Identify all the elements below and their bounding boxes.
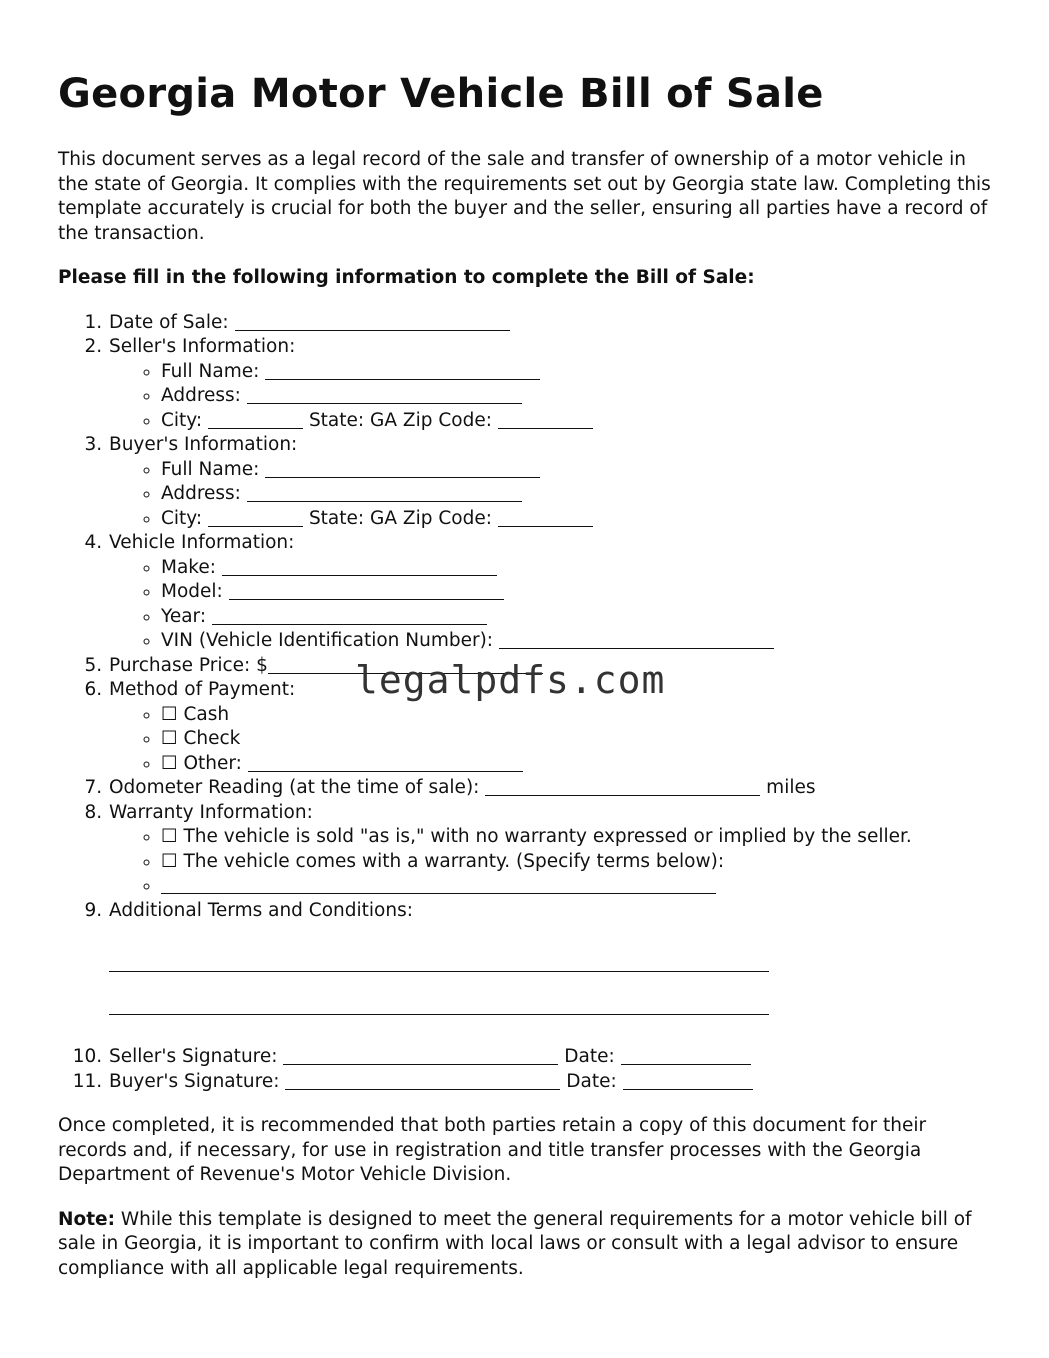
buyer-info-label: Buyer's Information: [109, 434, 298, 455]
list-item [108, 531, 998, 654]
payment-options [109, 703, 998, 777]
list-item [161, 360, 998, 385]
as-is-checkbox[interactable]: ☐ [161, 826, 178, 847]
list-item [161, 507, 998, 532]
other-payment-field[interactable] [248, 753, 523, 772]
vehicle-model-field[interactable] [229, 581, 504, 600]
list-item [108, 335, 998, 433]
option-label: Other: [183, 752, 242, 774]
date-label: Date: [566, 1070, 617, 1092]
list-item [161, 482, 998, 507]
buyer-zip-field[interactable] [498, 508, 593, 527]
list-item [108, 776, 998, 801]
list-item [161, 629, 998, 654]
additional-terms-label: Additional Terms and Conditions: [109, 899, 413, 921]
list-item [108, 311, 998, 336]
vehicle-info-label: Vehicle Information: [109, 532, 295, 553]
list-item [161, 752, 998, 777]
seller-city-field[interactable] [208, 410, 303, 429]
vehicle-vin-field[interactable] [499, 630, 774, 649]
list-item [161, 703, 998, 728]
field-label: VIN (Vehicle Identification Number): [161, 630, 494, 651]
additional-terms-lines [109, 923, 998, 1045]
odometer-unit: miles [766, 777, 816, 798]
date-of-sale-field[interactable] [235, 312, 510, 331]
buyer-full-name-field[interactable] [265, 459, 540, 478]
field-label: State: GA [308, 507, 398, 529]
odometer-field[interactable] [485, 777, 760, 796]
list-item [161, 580, 998, 605]
field-label: Zip Code: [402, 409, 492, 431]
list-item [161, 556, 998, 581]
field-label: Full Name: [161, 360, 260, 382]
field-label: Year: [161, 605, 207, 627]
form-fields-list [58, 311, 998, 1095]
page-title: Georgia Motor Vehicle Bill of Sale [58, 71, 824, 117]
seller-address-field[interactable] [247, 385, 522, 404]
list-item [161, 409, 998, 434]
purchase-price-field[interactable] [268, 655, 543, 674]
field-label: State: GA [308, 409, 398, 431]
buyer-signature-label: Buyer's Signature: [109, 1070, 280, 1092]
odometer-label: Odometer Reading (at the time of sale): [109, 777, 480, 798]
note-paragraph [58, 1208, 998, 1282]
list-item [108, 654, 998, 679]
other-checkbox[interactable]: ☐ [161, 752, 178, 774]
list-item [108, 899, 998, 1046]
note-text: While this template is designed to meet the general requirements for a motor vehicle bill of sale in Georgia, it is important to confirm with local laws or consult with a legal advisor to ensure compliance with all applicable legal requirements. [58, 1208, 972, 1279]
warranty-info-label: Warranty Information: [109, 801, 313, 823]
seller-signature-field[interactable] [283, 1046, 558, 1065]
vehicle-fields [109, 556, 998, 654]
field-label: Zip Code: [402, 507, 492, 529]
buyer-date-field[interactable] [623, 1071, 753, 1090]
purchase-price-label: Purchase Price: $ [109, 654, 268, 676]
option-label: The vehicle is sold "as is," with no warranty expressed or implied by the seller. [183, 826, 912, 847]
option-label: Cash [183, 703, 230, 725]
warranty-checkbox[interactable]: ☐ [161, 850, 178, 872]
vehicle-year-field[interactable] [212, 606, 487, 625]
list-item [161, 850, 998, 875]
intro-paragraph: This document serves as a legal record of the sale and transfer of ownership of a motor vehicle in the state of Georgia. It complies with the requirements set out by Georgia state law. Completing this template accurately is crucial for both the buyer and the seller, ensuring all parties have a record of the transaction. [58, 149, 991, 244]
list-item [108, 1045, 998, 1070]
list-item [108, 801, 998, 899]
option-label: The vehicle comes with a warranty. (Specify terms below): [183, 850, 725, 872]
seller-full-name-field[interactable] [265, 361, 540, 380]
check-checkbox[interactable]: ☐ [161, 728, 178, 749]
field-label: City: [161, 507, 203, 529]
list-item [161, 605, 998, 630]
list-item [108, 433, 998, 531]
field-label: Make: [161, 556, 216, 578]
closing-paragraph: Once completed, it is recommended that both parties retain a copy of this document for their records and, if necessary, for use in registration and title transfer processes with the Georgia Department of Revenue's Motor Vehicle Division. [58, 1115, 927, 1185]
list-item [161, 825, 998, 850]
additional-terms-line-2[interactable] [109, 996, 769, 1015]
document-page [58, 70, 998, 1301]
warranty-terms-field[interactable] [161, 875, 716, 894]
field-label: City: [161, 409, 203, 431]
field-label: Model: [161, 581, 223, 602]
buyer-fields [109, 458, 998, 532]
cash-checkbox[interactable]: ☐ [161, 703, 178, 725]
note-label: Note: [58, 1208, 115, 1230]
list-item [108, 678, 998, 776]
method-of-payment-label: Method of Payment: [109, 679, 296, 700]
additional-terms-line-1[interactable] [109, 953, 769, 972]
field-label: Address: [161, 385, 241, 406]
seller-info-label: Seller's Information: [109, 336, 296, 357]
date-of-sale-label: Date of Sale: [109, 311, 229, 333]
list-item [108, 1070, 998, 1095]
list-item [161, 874, 998, 899]
seller-date-field[interactable] [621, 1046, 751, 1065]
list-item [161, 727, 998, 752]
field-label: Full Name: [161, 458, 260, 480]
list-item [161, 384, 998, 409]
warranty-options [109, 825, 998, 899]
date-label: Date: [564, 1046, 615, 1067]
vehicle-make-field[interactable] [222, 557, 497, 576]
buyer-city-field[interactable] [208, 508, 303, 527]
seller-zip-field[interactable] [498, 410, 593, 429]
option-label: Check [183, 728, 241, 749]
buyer-address-field[interactable] [247, 483, 522, 502]
instruction-heading: Please fill in the following information to complete the Bill of Sale: [58, 267, 755, 288]
field-label: Address: [161, 483, 241, 504]
seller-signature-label: Seller's Signature: [109, 1046, 278, 1067]
watermark: legalpdfs.com [355, 658, 666, 702]
list-item [161, 458, 998, 483]
buyer-signature-field[interactable] [285, 1071, 560, 1090]
seller-fields [109, 360, 998, 434]
